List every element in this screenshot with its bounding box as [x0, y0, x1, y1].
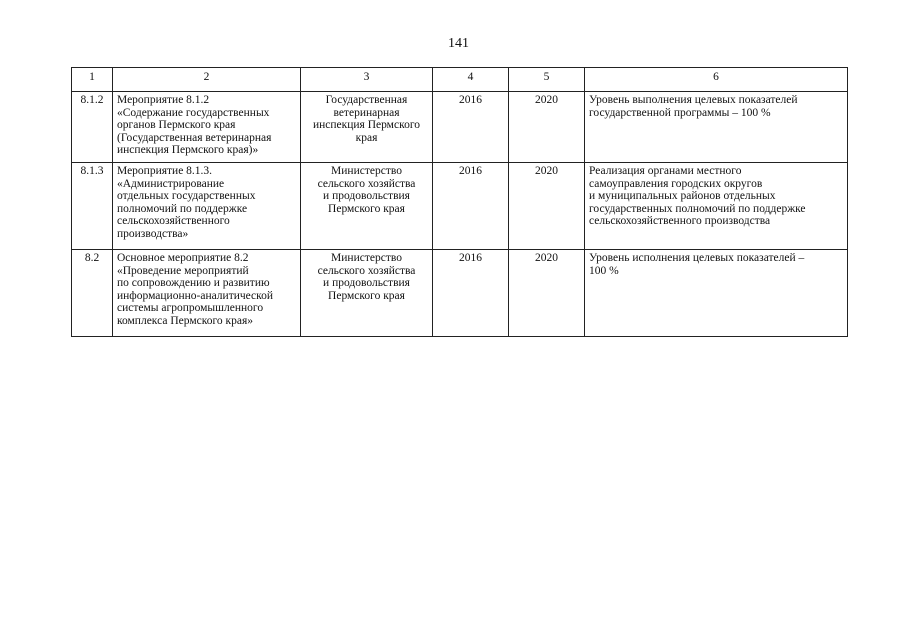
row-number: 8.2	[72, 250, 113, 337]
start-year: 2016	[433, 92, 509, 163]
expected-result: Уровень выполнения целевых показателей государственной программы – 100 %	[585, 92, 848, 163]
column-header: 1	[72, 68, 113, 92]
column-header: 5	[509, 68, 585, 92]
table-row	[72, 92, 848, 163]
page-number: 141	[448, 36, 469, 51]
row-number: 8.1.3	[72, 163, 113, 250]
table-header-row	[72, 68, 848, 92]
end-year: 2020	[509, 250, 585, 337]
executor: Министерство сельского хозяйства и продовольствия Пермского края	[301, 250, 433, 337]
end-year: 2020	[509, 163, 585, 250]
column-header: 3	[301, 68, 433, 92]
executor: Министерство сельского хозяйства и продовольствия Пермского края	[301, 163, 433, 250]
program-table	[71, 67, 848, 337]
table-row	[72, 250, 848, 337]
event-name: Мероприятие 8.1.3. «Администрирование отдельных государственных полномочий по поддержке сельскохозяйственного производства»	[113, 163, 301, 250]
end-year: 2020	[509, 92, 585, 163]
row-number: 8.1.2	[72, 92, 113, 163]
column-header: 6	[585, 68, 848, 92]
event-name: Основное мероприятие 8.2 «Проведение мероприятий по сопровождению и развитию информационно-аналитической системы агропромышленного комплекса Пермского края»	[113, 250, 301, 337]
expected-result: Реализация органами местного самоуправления городских округов и муниципальных районов отдельных государственных полномочий по поддержке сельскохозяйственного производства	[585, 163, 848, 250]
executor: Государственная ветеринарная инспекция Пермского края	[301, 92, 433, 163]
event-name: Мероприятие 8.1.2 «Содержание государственных органов Пермского края (Государственная ветеринарная инспекция Пермского края)»	[113, 92, 301, 163]
column-header: 2	[113, 68, 301, 92]
start-year: 2016	[433, 163, 509, 250]
column-header: 4	[433, 68, 509, 92]
table-row	[72, 163, 848, 250]
start-year: 2016	[433, 250, 509, 337]
expected-result: Уровень исполнения целевых показателей – 100 %	[585, 250, 848, 337]
